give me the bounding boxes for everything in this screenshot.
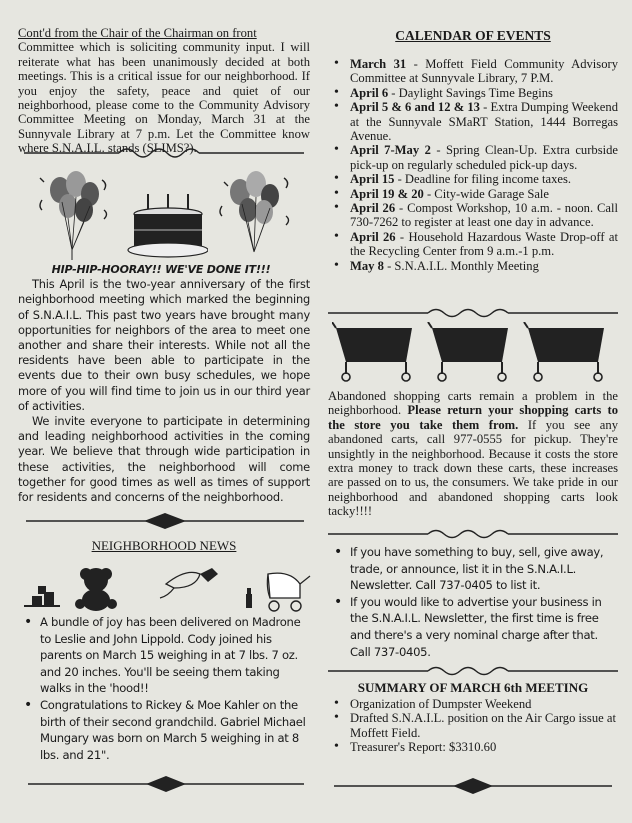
calendar-list <box>328 57 618 273</box>
chair-continuation <box>18 26 310 156</box>
anniversary-paragraph-2: We invite everyone to participate in determining and leading neighborhood activities in the coming year. We believe that through wide participation in these activities, the neighborhood will come together for good times as well as times of support for residents and concerns of the neighborhood. <box>18 414 310 505</box>
shopping-carts-section <box>328 389 618 519</box>
neighborhood-news-heading: NEIGHBORHOOD NEWS <box>91 538 237 553</box>
shopping-carts-icon <box>332 322 616 384</box>
calendar-event: • April 5 & 6 and 12 & 13 - Extra Dumping Weekend at the Sunnyvale SMaRT Station, 1444 Borregas Avenue. <box>328 100 618 143</box>
newsletter-notes <box>328 544 618 660</box>
anniversary-heading: HIP-HIP-HOORAY!! WE'VE DONE IT!!! <box>51 263 271 276</box>
toy-blocks-icon <box>24 586 60 606</box>
diaper-pin-icon <box>160 568 218 598</box>
calendar-event: • April 19 & 20 - City-wide Garage Sale <box>328 187 618 201</box>
baby-carriage-icon <box>267 573 310 611</box>
anniversary-paragraph-1: This April is the two-year anniversary of the first neighborhood meeting which marked the beginning of S.N.A.I.L. This past two years have brought many opportunities for neighbors of the area to meet one another and share their interests. While not all the residents have been able to participate in the events due to their own busy schedules, we hope more of you will find time to join us in our third year of activities. <box>18 277 310 413</box>
balloons-right-icon <box>214 160 294 268</box>
summary-item: • Drafted S.N.A.I.L. position on the Air Cargo issue at Moffett Field. <box>328 711 618 740</box>
swirl-divider-3 <box>328 527 618 541</box>
swirl-divider-4 <box>328 664 618 678</box>
diamond-divider-3 <box>334 777 612 795</box>
teddy-bear-icon <box>75 568 117 611</box>
calendar-event: • March 31 - Moffett Field Community Advisory Committee at Sunnyvale Library, 7 P.M. <box>328 57 618 86</box>
news-item: • Congratulations to Rickey & Moe Kahler on the birth of their second grandchild. Gabriel Michael Mungary was born on March 5 weighing in at 8 lbs. and 21". <box>18 697 310 763</box>
summary-list <box>328 697 618 755</box>
calendar-heading: CALENDAR OF EVENTS <box>395 28 551 43</box>
summary-item: • Treasurer's Report: $3310.60 <box>328 740 618 754</box>
baby-bottle-icon <box>246 588 252 608</box>
newsletter-note: • If you have something to buy, sell, give away, trade, or announce, list it in the S.N.A.I.L. Newsletter. Call 737-0405 to list it. <box>328 544 618 594</box>
chair-continuation-body: Committee which is soliciting community input. I will reiterate what has been unanimously decided at both meetings. This is a critical issue for our neighborhood. If you enjoy the safety, peace and quiet of our neighborhood, please come to the Community Advisory Committee Meeting on Monday, March 31 at the Sunnyvale Library at 7 p.m. Let the Committee know where S.N.A.I.L. stands (SLIMS?). <box>18 40 310 156</box>
calendar-event: • April 6 - Daylight Savings Time Begins <box>328 86 618 100</box>
diamond-divider-1 <box>26 512 304 530</box>
swirl-divider-2 <box>328 306 618 320</box>
balloons-left-icon <box>32 160 112 268</box>
calendar-event: • April 26 - Household Hazardous Waste Drop-off at the Recycling Center from 9 a.m.-1 p.m. <box>328 230 618 259</box>
cake-icon <box>126 192 208 262</box>
summary-item: • Organization of Dumpster Weekend <box>328 697 618 711</box>
calendar-event: • May 8 - S.N.A.I.L. Monthly Meeting <box>328 259 618 273</box>
calendar-event: • April 7-May 2 - Spring Clean-Up. Extra curbside pick-up on regularly scheduled pick-up days. <box>328 143 618 172</box>
summary-heading: SUMMARY OF MARCH 6th MEETING <box>357 680 589 695</box>
diamond-divider-2 <box>28 775 304 793</box>
calendar-event: • April 15 - Deadline for filing income taxes. <box>328 172 618 186</box>
chair-continuation-heading: Cont'd from the Chair of the Chairman on front <box>18 26 257 40</box>
neighborhood-news-list <box>18 614 310 763</box>
baby-items-icons <box>24 562 314 614</box>
news-item: • A bundle of joy has been delivered on Madrone to Leslie and John Lippold. Cody joined his parents on March 15 weighing in at 7 lbs. 7 oz. and 20 inches. You'll be seeing them taking walks in the 'hood!! <box>18 614 310 697</box>
anniversary-section <box>18 262 310 505</box>
calendar-event: • April 26 - Compost Workshop, 10 a.m. - noon. Call 730-7262 to register at least one day in advance. <box>328 201 618 230</box>
swirl-divider-1 <box>24 145 304 159</box>
newsletter-note: • If you would like to advertise your business in the S.N.A.I.L. Newsletter, the first time is free and there's a very nominal charge after that. Call 737-0405. <box>328 594 618 660</box>
shopping-carts-text: Abandoned shopping carts remain a problem in the neighborhood. Please return your shopping carts to the store you take them from. If you see any abandoned carts, call 977-0555 for pickup. They're unsightly in the neighborhood. Because it costs the store extra money to track down these carts, these increases are passed on to us, the consumers. We take pride in our neighborhood and abandoned shopping carts look tacky!!!! <box>328 389 618 519</box>
